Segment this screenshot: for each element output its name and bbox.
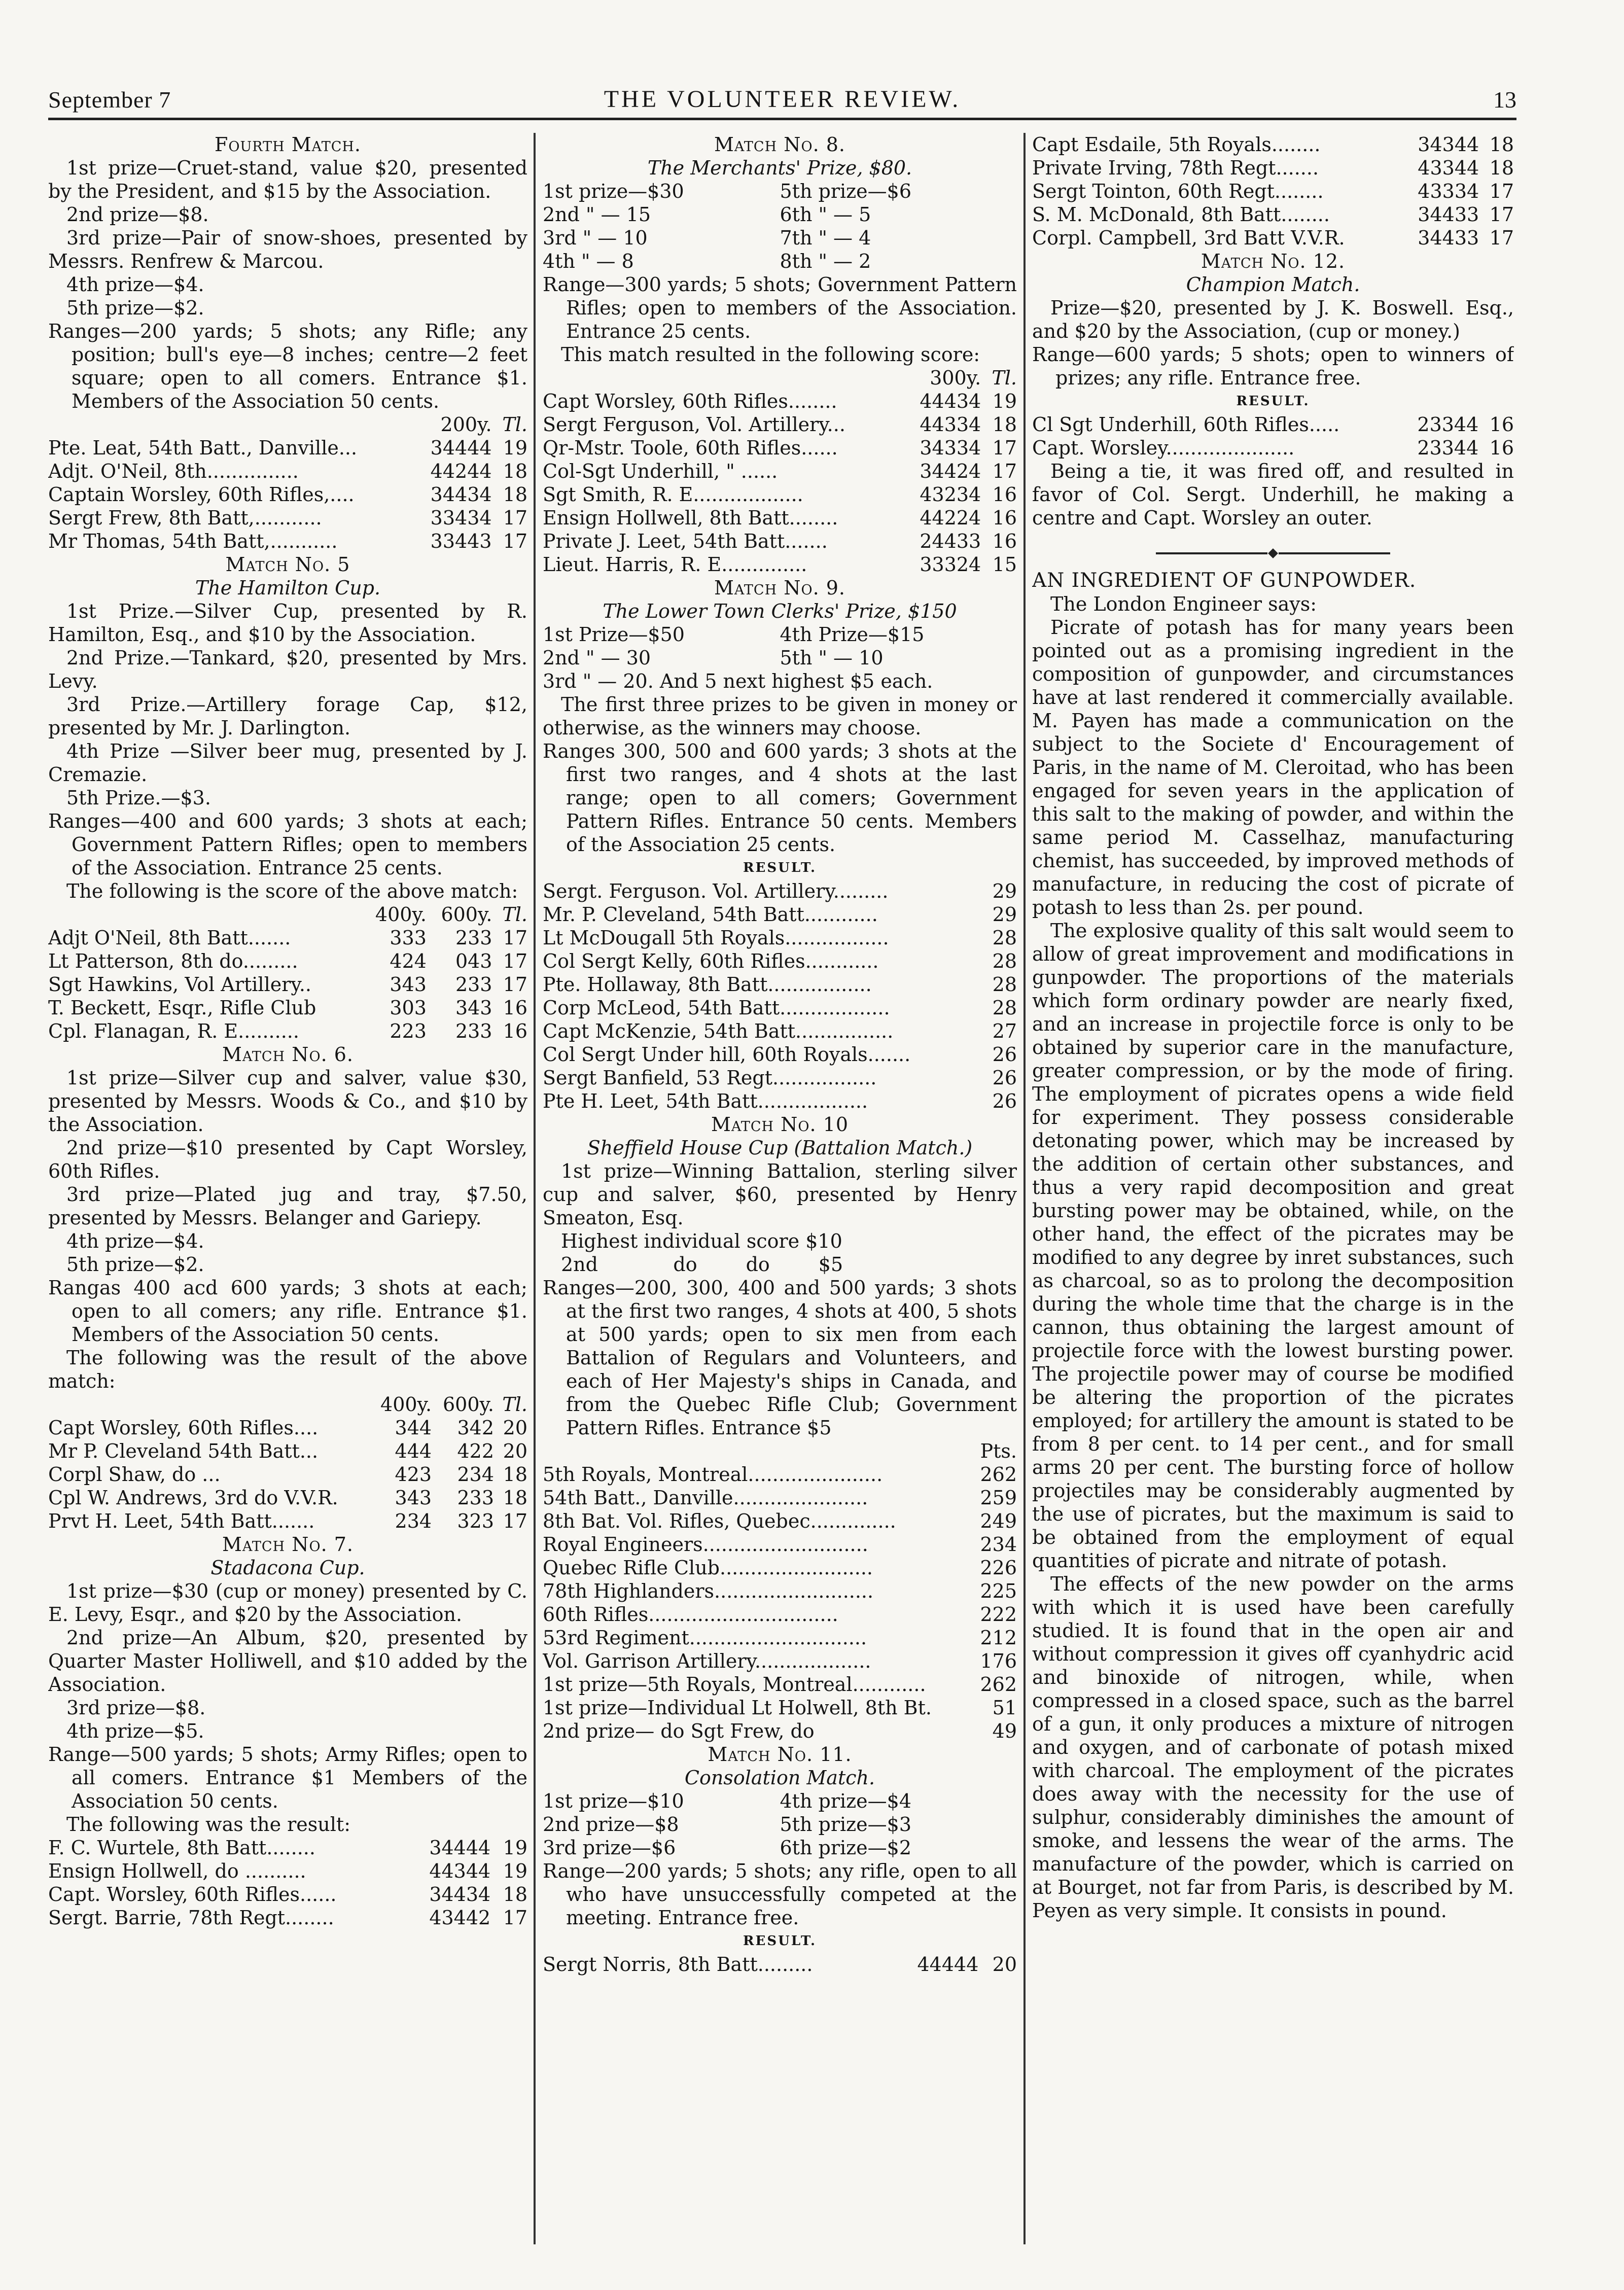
column-divider (534, 133, 536, 2244)
score-row: Prvt H. Leet, 54th Batt....... 234 323 17 (48, 1510, 527, 1532)
score-row: Lieut. Harris, R. E.............. 33324 15 (543, 553, 1017, 576)
score-row: 1st prize—Individual Lt Holwell, 8th Bt. 51 (543, 1697, 1017, 1719)
score-row: Capt Worsley, 60th Rifles........ 44434 19 (543, 390, 1017, 412)
match-8-ranges: Range—300 yards; 5 shots; Government Pattern Rifles; open to members of the Association. Entrance 25 cents. (543, 273, 1017, 342)
match-8-prize-list: 1st prize—$30 5th prize—$6 2nd " — 15 6th " — 5 3rd " — 10 7th " — 4 4th " — 8 8th " — 2 (543, 180, 912, 272)
col-header: 200y. (440, 413, 492, 436)
prize-line: 4th Prize —Silver beer mug, presented by J. Cremazie. (48, 740, 527, 786)
score-row: Sgt Smith, R. E.................. 43234 16 (543, 483, 1017, 506)
match-10-subtitle: Sheffield House Cup (Battalion Match.) (587, 1137, 973, 1159)
score-row: 5th Royals, Montreal...................... 262 (543, 1463, 1017, 1486)
score-row: Sergt Ferguson, Vol. Artillery... 44334 18 (543, 413, 1017, 436)
result-label: RESULT. (743, 1933, 817, 1949)
score-row: F. C. Wurtele, 8th Batt........ 34444 19 (48, 1837, 527, 1859)
prize-line: 2nd prize—$10 presented by Capt Worsley, 60th Rifles. (48, 1137, 527, 1182)
match-12-prize: Prize—$20, presented by J. K. Boswell. Esq., and $20 by the Association, (cup or money.) (1032, 297, 1514, 342)
score-row: 60th Rifles............................... 222 (543, 1603, 1017, 1626)
result-label: RESULT. (743, 860, 817, 875)
score-row: Qr-Mstr. Toole, 60th Rifles...... 34334 17 (543, 437, 1017, 459)
match-11-subtitle: Consolation Match. (684, 1767, 875, 1789)
score-row: Capt. Worsley..................... 23344 16 (1032, 437, 1514, 459)
match-9-note: The first three prizes to be given in money or otherwise, as the winners may choose. (543, 693, 1017, 739)
prize-line: 1st prize—Silver cup and salver, value $30, presented by Messrs. Woods & Co., and $10 by the Association. (48, 1067, 527, 1136)
prize-line: 5th Prize.—$3. (66, 787, 211, 809)
prize-line: 4th prize—$4. (66, 273, 204, 296)
gunpowder-article (1032, 569, 1514, 1922)
match-7-ranges: Range—500 yards; 5 shots; Army Rifles; open to all comers. Entrance $1 Members of the Association 50 cents. (48, 1743, 527, 1812)
score-row: Vol. Garrison Artillery................... 176 (543, 1650, 1017, 1672)
prize-line: 1st prize—$30 (cup or money) presented by C. E. Levy, Esqr., and $20 by the Association. (48, 1580, 527, 1626)
match-5-ranges: Ranges—400 and 600 yards; 3 shots at each; Government Pattern Rifles; open to members of the Association. Entrance 25 cents. (48, 810, 527, 879)
score-row: Capt Worsley, 60th Rifles.... 344 342 20 (48, 1417, 527, 1439)
prize-line: 3rd prize—Pair of snow-shoes, presented by Messrs. Renfrew & Marcou. (48, 227, 527, 272)
score-row: Cl Sgt Underhill, 60th Rifles..... 23344 16 (1032, 413, 1514, 436)
match-8-scores: 300y. Tl. Capt Worsley, 60th Rifles........ 44434 19 Sergt Ferguson, Vol. Artillery... 44334 18 Qr-Mstr. Toole, 60th Rifles...... 34334 17 Col-Sgt Underhill, " ...... 34424 17 Sgt Smith, R. E.................. 43234 16 Ensign Hollwell, 8th Batt........ 44224 16 Private J. Leet, 54th Batt....... 24433 16 Lieut. Harris, R. E.............. 33324 15 (543, 367, 1017, 576)
article-paragraph: The effects of the new powder on the arms with which it is used have been carefully studied. It is found that in the open air and without compression it gives off cyanhydric acid and binoxide of nitrogen, while, when compressed in a closed space, such as the barrel of a gun, it only produces a mixture of nitrogen and oxygen, and of carbonate of potash mixed with charcoal. The employment of the picrates does away with the necessity for the use of sulphur, considerably diminishes the amount of smoke, and lessens the wear of the arms. The manufacture of the powder, which is carried on at Bourget, not far from Paris, is described by M. Peyen as very simple. It consists in pound. (1032, 1573, 1514, 1922)
prize-line: 4th prize—$4. (66, 1230, 204, 1252)
match-11-prize-list: 1st prize—$10 4th prize—$4 2nd prize—$8 5th prize—$3 3rd prize—$6 6th prize—$2 (543, 1790, 912, 1859)
prize-line: 5th prize—$2. (66, 1253, 204, 1276)
match-8-heading: Match No. 8. (714, 133, 846, 156)
match-7-scores (48, 1836, 527, 1929)
masthead (48, 81, 1516, 117)
prize-line: 2nd Prize.—Tankard, $20, presented by Mrs. Levy. (48, 647, 527, 692)
score-row: Pte. Hollaway, 8th Batt................. 28 (543, 973, 1017, 996)
score-row: Mr P. Cleveland 54th Batt... 444 422 20 (48, 1440, 527, 1462)
match-5-prizes (48, 600, 527, 809)
score-row: Adjt. O'Neil, 8th............... 44244 18 (48, 460, 527, 482)
col-header: Tl. (502, 413, 527, 436)
match-5-scores: 400y. 600y. Tl. Adjt O'Neil, 8th Batt....... 333 233 17 Lt Patterson, 8th do......... 424 043 17 Sgt Hawkins, Vol Artillery.. 343 233 17 T. Beckett, Esqr., Rifle Club 303 343 16 Cpl. Flanagan, R. E.......... 223 233 16 (48, 903, 527, 1042)
match-5-subtitle: The Hamilton Cup. (195, 577, 381, 599)
score-row: 1st prize—5th Royals, Montreal............ 262 (543, 1673, 1017, 1696)
match-10-ranges: Ranges—200, 300, 400 and 500 yards; 3 shots at the first two ranges, 4 shots at 400, 5 shots at 500 yards; open to six men from each Battalion of Regulars and Volunteers, and each of Her Majesty's ships in Canada, and from the Quebec Rifle Club; Government Pattern Rifles. Entrance $5 (543, 1277, 1017, 1439)
score-row: Sergt Tointon, 60th Regt........ 43334 17 (1032, 180, 1514, 202)
prize-line: 2nd prize—$8. (66, 203, 209, 226)
match-9-continued-scores (1032, 133, 1514, 250)
column-left (48, 133, 527, 2260)
page-number: 13 (1493, 87, 1516, 113)
match-9-prize-list: 1st Prize—$50 4th Prize—$15 2nd " — 30 5th " — 10 (543, 623, 925, 669)
match-6-heading: Match No. 6. (222, 1043, 354, 1066)
score-row: Ensign Hollwell, 8th Batt........ 44224 16 (543, 507, 1017, 529)
match-8-intro: This match resulted in the following score: (561, 343, 980, 366)
match-4-prizes (48, 156, 527, 320)
score-row: S. M. McDonald, 8th Batt........ 34433 17 (1032, 203, 1514, 226)
score-row: Lt McDougall 5th Royals................. 28 (543, 927, 1017, 949)
score-row: Capt. Worsley, 60th Rifles...... 34434 18 (48, 1883, 527, 1906)
score-row: Col Sergt Kelly, 60th Rifles............ 28 (543, 950, 1017, 972)
column-right (1032, 133, 1514, 2260)
prize-line: 2nd prize—An Album, $20, presented by Quarter Master Holliwell, and $10 added by the Association. (48, 1627, 527, 1696)
score-row: Col-Sgt Underhill, " ...... 34424 17 (543, 460, 1017, 482)
column-divider (1023, 133, 1026, 2244)
score-row: Corpl. Campbell, 3rd Batt V.V.R. 34433 17 (1032, 227, 1514, 249)
match-6-ranges: Rangas 400 acd 600 yards; 3 shots at each; open to all comers; any rifle. Entrance $1. Members of the Association 50 cents. (48, 1277, 527, 1346)
match-6-scores: 400y. 600y. Tl. Capt Worsley, 60th Rifles.... 344 342 20 Mr P. Cleveland 54th Batt... 444 422 20 Corpl Shaw, do ... 423 234 18 Cpl W. Andrews, 3rd do V.V.R. 343 233 18 Prvt H. Leet, 54th Batt....... 234 323 17 (48, 1393, 527, 1532)
score-row: Sergt. Ferguson. Vol. Artillery......... 29 (543, 880, 1017, 902)
score-row: Private J. Leet, 54th Batt....... 24433 16 (543, 530, 1017, 552)
score-row: Sgt Hawkins, Vol Artillery.. 343 233 17 (48, 973, 527, 996)
result-label: RESULT. (1236, 394, 1310, 409)
score-row: Sergt Frew, 8th Batt,........... 33434 17 (48, 507, 527, 529)
match-7-intro: The following was the result: (66, 1813, 350, 1836)
score-row: T. Beckett, Esqr., Rifle Club 303 343 16 (48, 997, 527, 1019)
match-10-first-prize: 1st prize—Winning Battalion, sterling silver cup and salver, $60, presented by Henry Smeaton, Esq. (543, 1160, 1017, 1229)
match-9-heading: Match No. 9. (714, 577, 846, 599)
score-row: Quebec Rifle Club......................... 226 (543, 1557, 1017, 1579)
match-12-scores (1032, 413, 1514, 460)
score-row: Lt Patterson, 8th do......... 424 043 17 (48, 950, 527, 972)
score-row: 2nd prize— do Sgt Frew, do 49 (543, 1720, 1017, 1742)
match-12-note: Being a tie, it was fired off, and resulted in favor of Col. Sergt. Underhill, he making a centre and Capt. Worsley an outer. (1032, 460, 1514, 529)
match-9-third-prize: 3rd " — 20. And 5 next highest $5 each. (543, 670, 933, 692)
match-10-second: 2nd do do $5 (561, 1253, 843, 1276)
issue-date: September 7 (48, 87, 171, 113)
match-11-ranges: Range—200 yards; 5 shots; any rifle, open to all who have unsuccessfully competed at the meeting. Entrance free. (543, 1860, 1017, 1929)
score-row: 53rd Regiment............................. 212 (543, 1627, 1017, 1649)
score-row: Corpl Shaw, do ... 423 234 18 (48, 1463, 527, 1486)
score-row: Captain Worsley, 60th Rifles,.... 34434 18 (48, 483, 527, 506)
score-row: Cpl W. Andrews, 3rd do V.V.R. 343 233 18 (48, 1487, 527, 1509)
score-row: Royal Engineers........................... 234 (543, 1533, 1017, 1556)
match-8-subtitle: The Merchants' Prize, $80. (647, 157, 912, 179)
match-12-heading: Match No. 12. (1201, 250, 1346, 272)
score-row: Ensign Hollwell, do .......... 44344 19 (48, 1860, 527, 1882)
score-row: Sergt. Barrie, 78th Regt........ 43442 17 (48, 1907, 527, 1929)
match-6-intro: The following was the result of the above match: (48, 1347, 527, 1392)
column-middle (543, 133, 1017, 2260)
match-12-ranges: Range—600 yards; 5 shots; open to winners of prizes; any rifle. Entrance free. (1032, 343, 1514, 389)
score-row: Col Sergt Under hill, 60th Royals....... 26 (543, 1043, 1017, 1066)
score-row: Adjt O'Neil, 8th Batt....... 333 233 17 (48, 927, 527, 949)
match-4-scores (48, 413, 527, 553)
match-5-intro: The following is the score of the above match: (66, 880, 518, 902)
score-row: Corp McLeod, 54th Batt.................. 28 (543, 997, 1017, 1019)
article-paragraph: The explosive quality of this salt would seem to allow of great improvement and modifications in gunpowder. The proportions of the materials which form ordinary powder are nearly fixed, and an increase in projectile force is only to be obtained by superior care in the manufacture, greater compression, or by the mode of firing. The employment of picrates opens a wide field for experiment. They possess considerable detonating power, which may be increased by the addition of certain other substances, and thus a very rapid decomposition and great bursting power may be obtained, while, on the other hand, the effect of the picrates may be modified to any degree by inret substances, such as charcoal, so as to prolong the decomposition during the whole time that the charge is in the cannon, thus obtaining the largest amount of projectile force with the lowest bursting power. The projectile power may of course be modified be altering the proportion of the picrates employed; for artillery the amount is stated to be from 8 per cent. to 14 per cent., and for small arms 20 per cent. The bursting force of hollow projectiles may be considerably augmented by the use of picrates, but the maximum is said to be obtained from the employment of equal quantities of picrate and nitrate of potash. (1032, 920, 1514, 1572)
match-9-ranges: Ranges 300, 500 and 600 yards; 3 shots at the first two ranges, and 4 shots at the last range; open to all comers; Government Pattern Rifles. Entrance 50 cents. Members of the Association 25 cents. (543, 740, 1017, 856)
score-row: Pte H. Leet, 54th Batt.................. 26 (543, 1090, 1017, 1112)
score-row: 8th Bat. Vol. Rifles, Quebec.............. 249 (543, 1510, 1017, 1532)
prize-line: 3rd prize—$8. (66, 1697, 206, 1719)
prize-line: 4th prize—$5. (66, 1720, 204, 1742)
score-row: Sergt Norris, 8th Batt......... 44444 20 (543, 1953, 1017, 1976)
match-9-subtitle: The Lower Town Clerks' Prize, $150 (603, 600, 957, 622)
score-row: Mr Thomas, 54th Batt,........... 33443 17 (48, 530, 527, 552)
score-row: Mr. P. Cleveland, 54th Batt............ 29 (543, 903, 1017, 926)
prize-line: 5th prize—$2. (66, 297, 204, 319)
score-row: 54th Batt., Danville...................... 259 (543, 1487, 1017, 1509)
score-row: Cpl. Flanagan, R. E.......... 223 233 16 (48, 1020, 527, 1042)
match-12-subtitle: Champion Match. (1186, 273, 1360, 296)
article-title: AN INGREDIENT OF GUNPOWDER. (1032, 569, 1417, 592)
score-row: Private Irving, 78th Regt....... 43344 18 (1032, 157, 1514, 179)
article-paragraph: The London Engineer says: (1050, 593, 1317, 615)
masthead-rule (48, 118, 1516, 120)
match-9-scores (543, 879, 1017, 1113)
prize-line: 3rd Prize.—Artillery forage Cap, $12, presented by Mr. J. Darlington. (48, 693, 527, 739)
score-row: Capt McKenzie, 54th Batt................ 27 (543, 1020, 1017, 1042)
match-10-scores: Pts. 5th Royals, Montreal...................... 262 54th Batt., Danville...................... 259 8th Bat. Vol. Rifles, Quebec.............. 249 Royal Engineers........................... 234 Quebec Rifle Club......................... 226 78th Highlanders.......................... 225 60th Rifles............................... 222 53rd Regiment............................. 212 Vol. Garrison Artillery................... 176 1st prize—5th Royals, Montreal............ 262 1st prize—Individual Lt Holwell, 8th Bt. 51 2nd prize— do Sgt Frew, do 49 (543, 1440, 1017, 1742)
score-row: Capt Esdaile, 5th Royals........ 34344 18 (1032, 133, 1514, 156)
prize-line: 1st Prize.—Silver Cup, presented by R. Hamilton, Esq., and $10 by the Association. (48, 600, 527, 646)
match-5-heading: Match No. 5 (225, 553, 350, 576)
match-10-highest: Highest individual score $10 (561, 1230, 842, 1252)
match-11-scores (543, 1953, 1017, 1976)
match-7-heading: Match No. 7. (222, 1533, 354, 1556)
score-row: Pte. Leat, 54th Batt., Danville... 34444 19 (48, 437, 527, 459)
match-10-heading: Match No. 10 (711, 1113, 849, 1136)
match-4-ranges: Ranges—200 yards; 5 shots; any Rifle; any position; bull's eye—8 inches; centre—2 feet square; open to all comers. Entrance $1. Members of the Association 50 cents. (48, 320, 527, 412)
article-paragraph: Picrate of potash has for many years been pointed out as a promising ingredient in the composition of gunpowder, and circumstances have at last rendered it commercially available. M. Payen has made a communication on the subject to the Societe d' Encouragement of Paris, in the name of M. Cleroitad, who has been engaged for seven years in the application of this salt to the making of powder, and within the same period M. Casselhaz, manufacturing chemist, has succeeded, by improved methods of manufacture, in reducing the cost of picrate of potash to less than 2s. per pound. (1032, 616, 1514, 919)
match-4-heading: Fourth Match. (215, 133, 361, 156)
newspaper-title: THE VOLUNTEER REVIEW. (604, 86, 961, 113)
match-6-prizes (48, 1066, 527, 1276)
section-divider-ornament (1032, 540, 1514, 563)
score-row: 78th Highlanders.......................... 225 (543, 1580, 1017, 1602)
prize-line: 3rd prize—Plated jug and tray, $7.50, presented by Messrs. Belanger and Gariepy. (48, 1183, 527, 1229)
prize-line: 1st prize—Cruet-stand, value $20, presented by the President, and $15 by the Association. (48, 157, 527, 202)
score-row: Sergt Banfield, 53 Regt................. 26 (543, 1067, 1017, 1089)
match-11-heading: Match No. 11. (708, 1743, 852, 1766)
match-7-subtitle: Stadacona Cup. (210, 1557, 365, 1579)
match-7-prizes (48, 1579, 527, 1743)
